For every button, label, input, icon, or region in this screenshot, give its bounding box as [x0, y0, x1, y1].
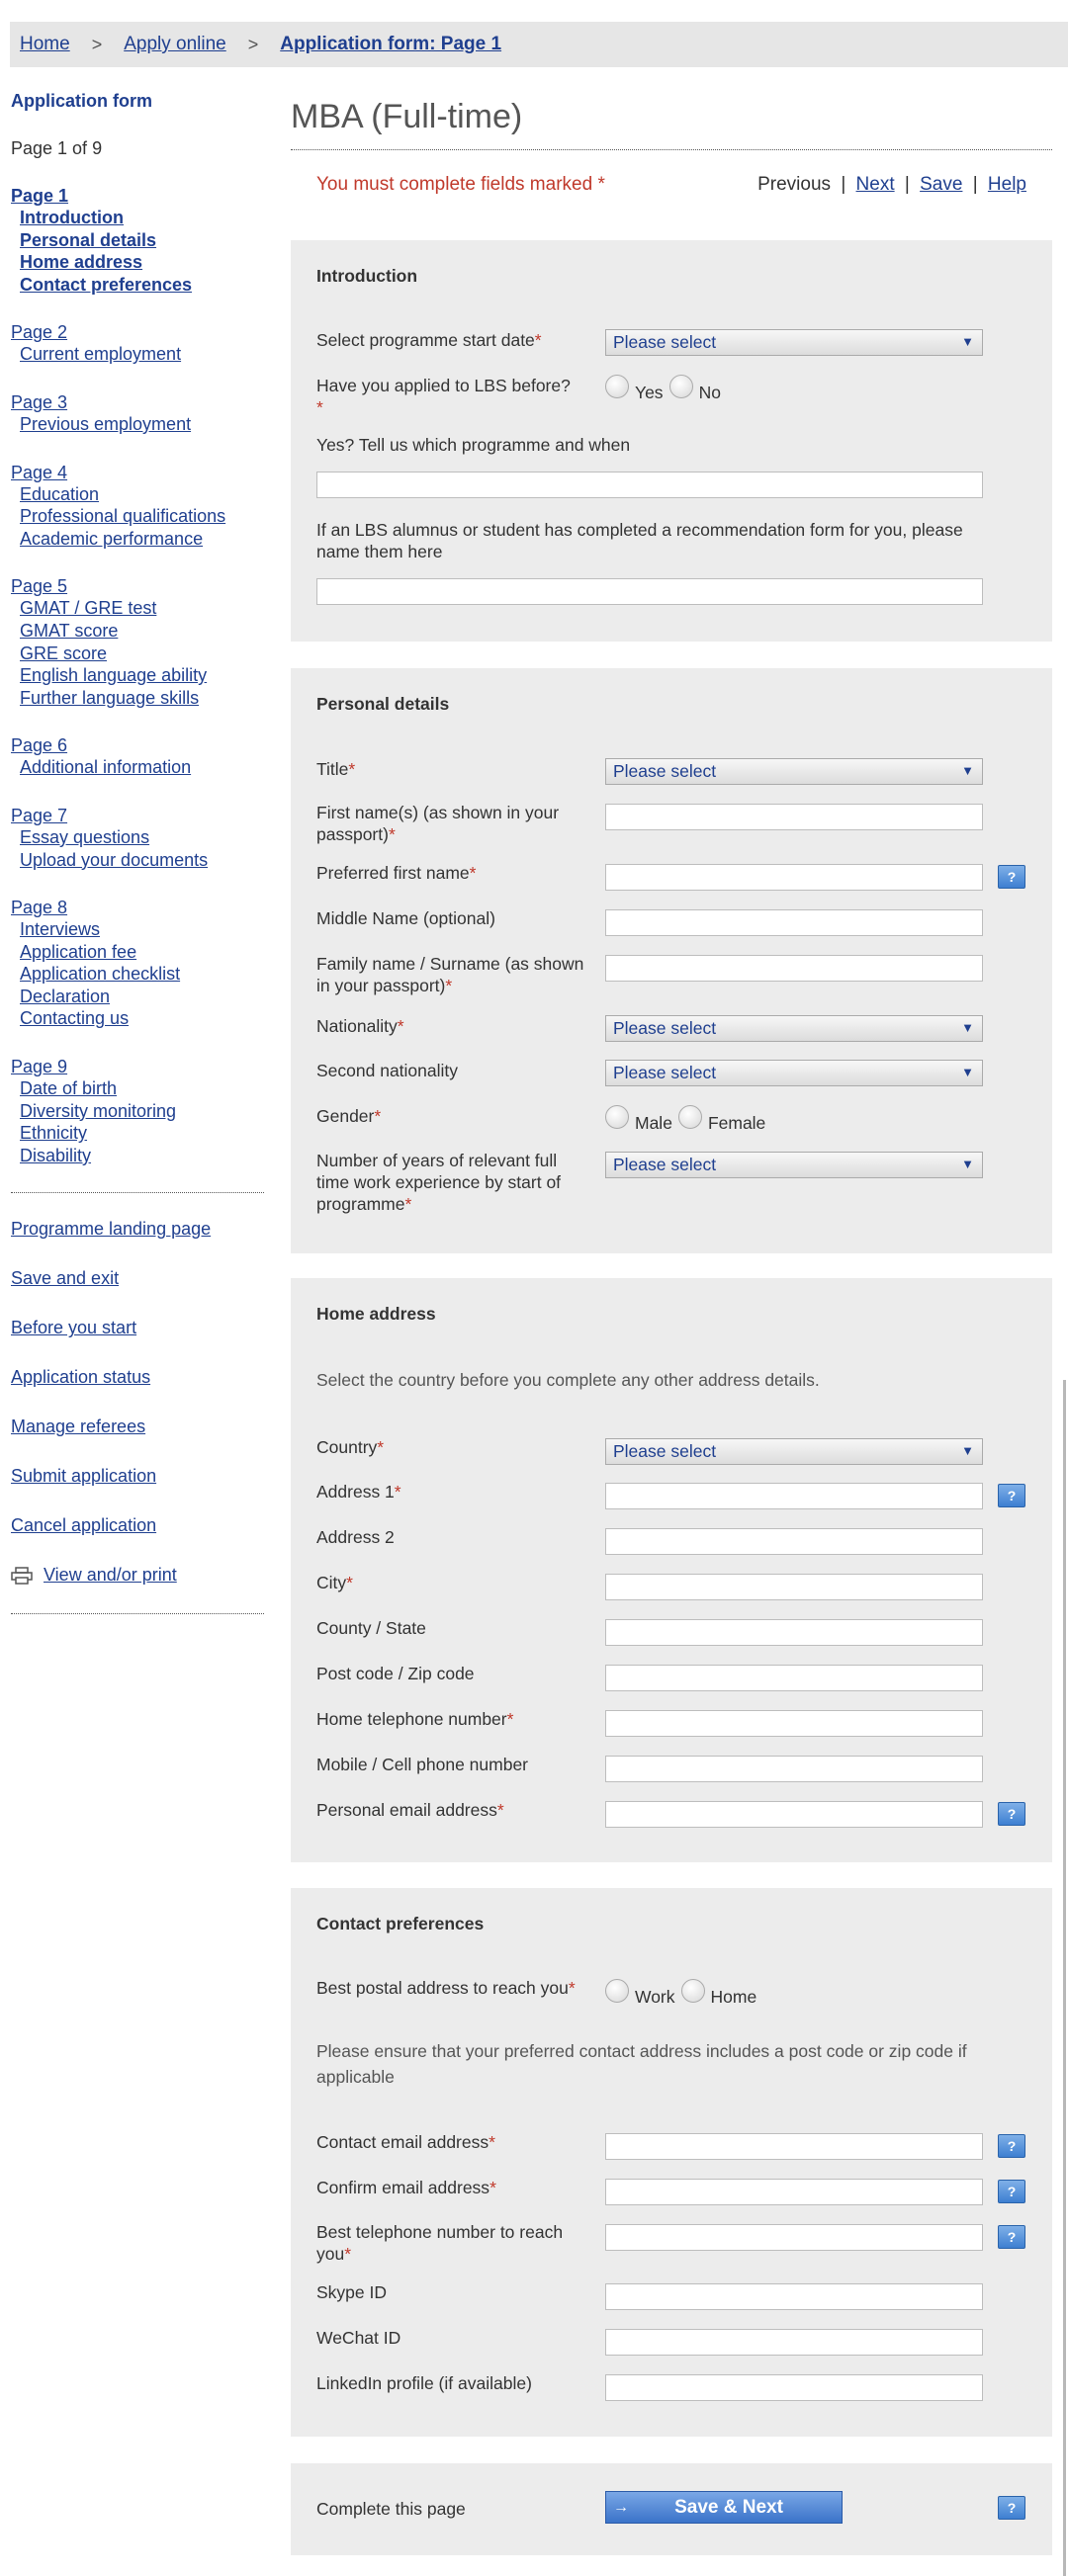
start-date-label: Select programme start date*: [316, 330, 542, 350]
scrollbar[interactable]: [1063, 1380, 1066, 2576]
which-programme-input[interactable]: [316, 472, 983, 498]
city-label: City*: [316, 1573, 353, 1592]
postal-work-radio[interactable]: [605, 1979, 629, 2003]
sidebar-group-page-7: [11, 805, 266, 871]
sidebar-divider: [11, 1613, 264, 1614]
sidebar-group-page-6: [11, 734, 266, 779]
sidebar-page-link[interactable]: Page 9: [11, 1057, 68, 1077]
experience-label: Number of years of relevant full time work experience by start of programme*: [316, 1151, 562, 1214]
sidebar-page-link[interactable]: Page 5: [11, 576, 68, 597]
sidebar-page-link[interactable]: Page 3: [11, 391, 68, 412]
address2-input[interactable]: [605, 1528, 983, 1555]
arrow-right-icon: →: [613, 2498, 629, 2516]
sidebar-page-link[interactable]: Page 7: [11, 805, 68, 825]
printer-icon: [11, 1567, 33, 1585]
sidebar-group-page-5: [11, 575, 266, 709]
city-input[interactable]: [605, 1574, 983, 1600]
family-name-input[interactable]: [605, 955, 983, 982]
sidebar-item-further-language-skills[interactable]: Further language skills: [20, 687, 200, 708]
applied-yes-radio[interactable]: [605, 375, 629, 398]
second-nationality-label: Second nationality: [316, 1061, 459, 1080]
help-icon[interactable]: ?: [998, 2180, 1025, 2203]
sidebar-item-gmat-score[interactable]: GMAT score: [20, 620, 119, 641]
previous-label: Previous: [757, 174, 832, 195]
main-content: [291, 87, 1052, 2519]
skype-input[interactable]: [605, 2283, 983, 2310]
manage-referees-link[interactable]: Manage referees: [11, 1417, 146, 1437]
sidebar-page-info: Page 1 of 9: [11, 138, 103, 158]
address1-label: Address 1*: [316, 1482, 401, 1502]
sidebar-item-disability[interactable]: Disability: [20, 1145, 92, 1165]
chevron-down-icon: ▼: [961, 334, 974, 349]
help-icon[interactable]: ?: [998, 2496, 1025, 2520]
sidebar-item-gmat-gre-test[interactable]: GMAT / GRE test: [20, 598, 157, 619]
postal-address-label: Best postal address to reach you*: [316, 1978, 576, 1998]
help-icon[interactable]: ?: [998, 2134, 1025, 2158]
sidebar-item-contact-preferences[interactable]: Contact preferences: [20, 274, 193, 295]
experience-row: [316, 1150, 1026, 1214]
sidebar-group-page-3: [11, 391, 266, 436]
sidebar-title: Application form: [11, 91, 152, 111]
next-link[interactable]: Next: [855, 174, 895, 195]
skype-label: Skype ID: [316, 2282, 387, 2302]
gender-male-radio[interactable]: [605, 1105, 629, 1129]
sidebar-item-contacting-us[interactable]: Contacting us: [20, 1008, 130, 1029]
before-you-start-link[interactable]: Before you start: [11, 1318, 137, 1338]
confirm-email-label: Confirm email address*: [316, 2178, 496, 2197]
best-phone-input[interactable]: [605, 2224, 983, 2251]
contact-preferences-panel: [291, 1888, 1052, 2437]
country-row: [316, 1436, 1026, 1463]
sidebar-group-page-4: [11, 462, 266, 551]
page-title: MBA (Full-time): [291, 98, 523, 135]
breadcrumb: [10, 22, 1068, 67]
sidebar-item-application-fee[interactable]: Application fee: [20, 941, 137, 962]
breadcrumb-home-link[interactable]: Home: [20, 34, 70, 54]
sidebar-page-link[interactable]: Page 2: [11, 322, 68, 343]
sidebar-item-introduction[interactable]: Introduction: [20, 208, 124, 227]
sidebar-group-page-2: [11, 321, 266, 366]
middle-name-input[interactable]: [605, 909, 983, 936]
second-nationality-select[interactable]: Please select ▼: [605, 1060, 983, 1086]
sidebar-item-home-address[interactable]: Home address: [20, 252, 143, 273]
country-label: Country*: [316, 1437, 385, 1457]
middle-name-label: Middle Name (optional): [316, 908, 495, 928]
title-select[interactable]: Please select ▼: [605, 758, 983, 785]
chevron-down-icon: ▼: [961, 1020, 974, 1035]
breadcrumb-apply-link[interactable]: Apply online: [124, 34, 226, 54]
first-name-input[interactable]: [605, 804, 983, 830]
home-address-panel: [291, 1278, 1052, 1862]
help-icon[interactable]: ?: [998, 1484, 1025, 1507]
complete-page-label: Complete this page: [316, 2499, 466, 2519]
personal-details-panel: [291, 668, 1052, 1253]
sidebar-actions: [11, 1219, 266, 1586]
personal-details-heading: Personal details: [316, 694, 450, 714]
introduction-panel: [291, 240, 1052, 642]
wechat-label: WeChat ID: [316, 2328, 401, 2348]
gender-label: Gender*: [316, 1106, 382, 1126]
mobile-label: Mobile / Cell phone number: [316, 1755, 529, 1774]
contact-email-input[interactable]: [605, 2133, 983, 2160]
required-fields-note: You must complete fields marked *: [316, 174, 605, 195]
cancel-application-link[interactable]: Cancel application: [11, 1515, 157, 1536]
applied-no-radio[interactable]: [669, 375, 693, 398]
sidebar-divider: [11, 1192, 264, 1193]
address2-label: Address 2: [316, 1527, 395, 1547]
sidebar-item-application-checklist[interactable]: Application checklist: [20, 964, 181, 985]
sidebar-item-declaration[interactable]: Declaration: [20, 986, 111, 1006]
second-nationality-row: [316, 1060, 1026, 1086]
page-nav: Previous | Next | Save | Help: [757, 174, 1026, 195]
sidebar-group-page-1: [11, 185, 266, 296]
help-icon[interactable]: ?: [998, 865, 1025, 889]
linkedin-input[interactable]: [605, 2374, 983, 2401]
sidebar-item-date-of-birth[interactable]: Date of birth: [20, 1078, 118, 1099]
sidebar-item-academic-performance[interactable]: Academic performance: [20, 528, 204, 549]
sidebar-item-personal-details[interactable]: Personal details: [20, 229, 157, 250]
help-icon[interactable]: ?: [998, 1802, 1025, 1826]
county-label: County / State: [316, 1618, 426, 1638]
which-programme-label: Yes? Tell us which programme and when: [316, 435, 631, 455]
home-address-heading: Home address: [316, 1304, 436, 1324]
start-date-row: [316, 329, 1026, 356]
home-phone-input[interactable]: [605, 1710, 983, 1737]
sidebar-item-ethnicity[interactable]: Ethnicity: [20, 1123, 88, 1144]
postcode-label: Post code / Zip code: [316, 1664, 475, 1683]
contact-preferences-heading: Contact preferences: [316, 1914, 485, 1933]
help-icon[interactable]: ?: [998, 2225, 1025, 2249]
preferred-name-input[interactable]: [605, 864, 983, 891]
sidebar: [11, 87, 266, 1614]
family-name-label: Family name / Surname (as shown in your passport)*: [316, 954, 584, 995]
application-status-link[interactable]: Application status: [11, 1367, 151, 1388]
preferred-name-label: Preferred first name*: [316, 863, 477, 883]
breadcrumb-current-link[interactable]: Application form: Page 1: [280, 34, 502, 54]
personal-email-input[interactable]: [605, 1801, 983, 1828]
sidebar-item-previous-employment[interactable]: Previous employment: [20, 413, 192, 434]
applied-before-label: Have you applied to LBS before? *: [316, 376, 571, 417]
sidebar-item-education[interactable]: Education: [20, 483, 100, 504]
nationality-row: [316, 1015, 1026, 1042]
sidebar-item-upload-documents[interactable]: Upload your documents: [20, 849, 209, 870]
recommendation-label: If an LBS alumnus or student has completed a recommendation form for you, please name them here: [316, 520, 963, 561]
complete-page-panel: [291, 2463, 1052, 2555]
personal-email-label: Personal email address*: [316, 1800, 504, 1820]
chevron-down-icon: ▼: [961, 1443, 974, 1458]
home-address-hint: Select the country before you complete any other address details.: [316, 1370, 820, 1390]
experience-select[interactable]: Please select ▼: [605, 1152, 983, 1178]
sidebar-group-page-8: [11, 897, 266, 1030]
sidebar-page-link[interactable]: Page 6: [11, 735, 68, 756]
linkedin-label: LinkedIn profile (if available): [316, 2373, 532, 2393]
sidebar-page-link[interactable]: Page 8: [11, 898, 68, 918]
save-and-exit-link[interactable]: Save and exit: [11, 1268, 120, 1289]
contact-email-label: Contact email address*: [316, 2132, 495, 2152]
chevron-right-icon: >: [247, 34, 259, 54]
help-link[interactable]: Help: [987, 174, 1026, 195]
chevron-down-icon: ▼: [961, 1157, 974, 1171]
best-phone-label: Best telephone number to reach you*: [316, 2222, 564, 2264]
programme-landing-page-link[interactable]: Programme landing page: [11, 1219, 212, 1240]
confirm-email-input[interactable]: [605, 2179, 983, 2205]
chevron-down-icon: ▼: [961, 763, 974, 778]
chevron-right-icon: >: [91, 34, 103, 54]
contact-hint: Please ensure that your preferred contact address includes a post code or zip code if applicable: [316, 2041, 967, 2087]
sidebar-item-additional-information[interactable]: Additional information: [20, 757, 192, 778]
country-select[interactable]: Please select ▼: [605, 1438, 983, 1465]
sidebar-item-professional-qualifications[interactable]: Professional qualifications: [20, 506, 226, 527]
chevron-down-icon: ▼: [961, 1065, 974, 1079]
title-label: Title*: [316, 759, 356, 779]
introduction-heading: Introduction: [316, 266, 418, 286]
sidebar-item-essay-questions[interactable]: Essay questions: [20, 826, 150, 847]
postal-home-radio[interactable]: [681, 1979, 705, 2003]
nationality-label: Nationality*: [316, 1016, 404, 1036]
address1-input[interactable]: [605, 1483, 983, 1509]
submit-application-link[interactable]: Submit application: [11, 1466, 157, 1487]
first-name-label: First name(s) (as shown in your passport)*: [316, 803, 560, 844]
sidebar-item-english-language-ability[interactable]: English language ability: [20, 665, 208, 686]
save-next-button[interactable]: → Save & Next: [605, 2491, 843, 2524]
save-link[interactable]: Save: [920, 174, 963, 195]
print-row: [11, 1565, 266, 1586]
recommendation-input[interactable]: [316, 578, 983, 605]
start-date-select[interactable]: Please select ▼: [605, 329, 983, 356]
sidebar-group-page-9: [11, 1056, 266, 1166]
wechat-input[interactable]: [605, 2329, 983, 2356]
view-print-link[interactable]: View and/or print: [44, 1565, 177, 1586]
mobile-input[interactable]: [605, 1756, 983, 1782]
notice-row: [291, 150, 1052, 219]
gender-radios: Male Female: [605, 1111, 771, 1135]
gender-female-radio[interactable]: [678, 1105, 702, 1129]
sidebar-item-interviews[interactable]: Interviews: [20, 919, 101, 940]
sidebar-item-gre-score[interactable]: GRE score: [20, 643, 108, 663]
applied-before-radios: Yes No: [605, 381, 727, 404]
sidebar-item-diversity-monitoring[interactable]: Diversity monitoring: [20, 1100, 177, 1121]
sidebar-page-link[interactable]: Page 4: [11, 462, 68, 482]
title-row: [316, 758, 1026, 785]
postal-address-radios: Work Home: [605, 1985, 762, 2009]
nationality-select[interactable]: Please select ▼: [605, 1015, 983, 1042]
sidebar-page-link[interactable]: Page 1: [11, 186, 69, 206]
postcode-input[interactable]: [605, 1665, 983, 1691]
county-input[interactable]: [605, 1619, 983, 1646]
home-phone-label: Home telephone number*: [316, 1709, 514, 1729]
sidebar-item-current-employment[interactable]: Current employment: [20, 344, 182, 365]
